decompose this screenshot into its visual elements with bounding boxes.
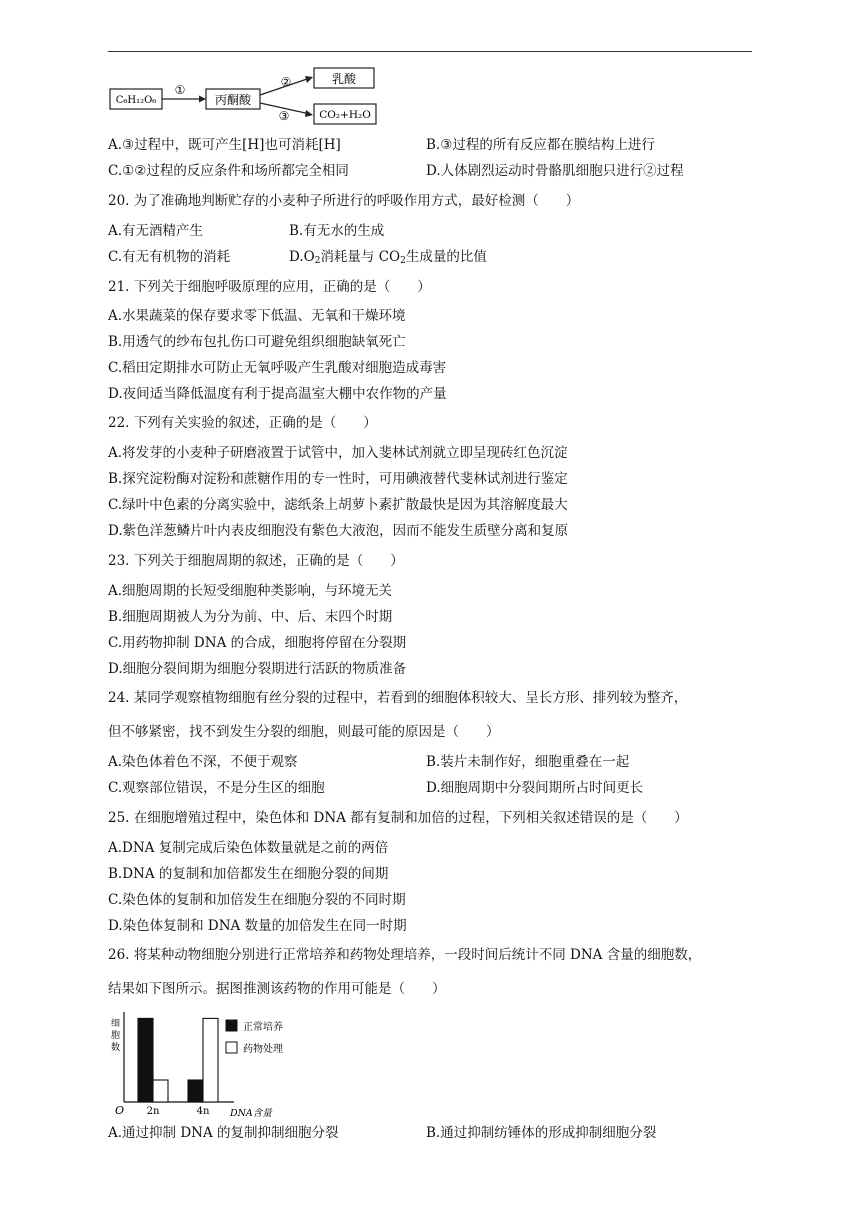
q23-option-b[interactable]: B.细胞周期被人为分为前、中、后、末四个时期 xyxy=(108,609,393,625)
q25-option-c[interactable]: C.染色体的复制和加倍发生在细胞分裂的不同时期 xyxy=(108,892,406,908)
q20-option-c[interactable]: C.有无有机物的消耗 xyxy=(108,249,231,265)
q19-option-d[interactable]: D.人体剧烈运动时骨骼肌细胞只进行②过程 xyxy=(426,163,684,179)
co2-label: CO₂+H₂O xyxy=(319,109,371,121)
q24-stem-line-2: 但不够紧密，找不到发生分裂的细胞，则最可能的原因是（ ） xyxy=(108,724,500,740)
pyruvate-label: 丙酮酸 xyxy=(214,93,252,107)
q25-option-d[interactable]: D.染色体复制和 DNA 数量的加倍发生在同一时期 xyxy=(108,918,407,934)
q21-option-d[interactable]: D.夜间适当降低温度有利于提高温室大棚中农作物的产量 xyxy=(108,386,447,402)
dna-content-chart xyxy=(108,1008,308,1120)
step-2-label: ② xyxy=(280,75,292,89)
q26-option-b[interactable]: B.通过抑制纺锤体的形成抑制细胞分裂 xyxy=(426,1125,657,1141)
q25-option-a[interactable]: A.DNA 复制完成后染色体数量就是之前的两倍 xyxy=(108,840,389,856)
q22-stem: 22. 下列有关实验的叙述，正确的是（ ） xyxy=(108,415,377,431)
q20-option-d[interactable] xyxy=(289,247,487,271)
q23-option-d[interactable]: D.细胞分裂间期为细胞分裂期进行活跃的物质准备 xyxy=(108,661,407,677)
y-axis-label-1: 细 xyxy=(111,1019,121,1029)
q24-option-d[interactable]: D.细胞周期中分裂间期所占时间更长 xyxy=(426,780,644,796)
bar-2n-series-1 xyxy=(153,1080,168,1102)
q23-stem: 23. 下列关于细胞周期的叙述，正确的是（ ） xyxy=(108,553,404,569)
glucose-label: C₆H₁₂O₆ xyxy=(115,95,157,106)
x-tick-4n: 4n xyxy=(196,1106,210,1117)
q26-option-a[interactable]: A.通过抑制 DNA 的复制抑制细胞分裂 xyxy=(108,1125,339,1141)
y-axis-label-2: 胞 xyxy=(111,1031,121,1041)
q19-option-c[interactable]: C.①②过程的反应条件和场所都完全相同 xyxy=(108,163,349,179)
q20-d-mid: 消耗量与 CO xyxy=(320,249,401,265)
q20-option-a[interactable]: A.有无酒精产生 xyxy=(108,223,204,239)
q24-option-c[interactable]: C.观察部位错误，不是分生区的细胞 xyxy=(108,780,325,796)
legend-label-0: 正常培养 xyxy=(243,1022,283,1033)
lactic-label: 乳酸 xyxy=(331,72,357,86)
q21-option-b[interactable]: B.用透气的纱布包扎伤口可避免组织细胞缺氧死亡 xyxy=(108,334,406,350)
q19-option-a[interactable]: A.③过程中，既可产生[H]也可消耗[H] xyxy=(108,137,341,153)
bar-4n-series-1 xyxy=(203,1018,218,1102)
q26-stem-line-2: 结果如下图所示。据图推测该药物的作用可能是（ ） xyxy=(108,981,446,997)
x-tick-2n: 2n xyxy=(146,1106,160,1117)
q25-option-b[interactable]: B.DNA 的复制和加倍都发生在细胞分裂的间期 xyxy=(108,866,389,882)
q20-option-b[interactable]: B.有无水的生成 xyxy=(289,223,385,239)
q22-option-d[interactable]: D.紫色洋葱鳞片叶内表皮细胞没有紫色大液泡，因而不能发生质壁分离和复原 xyxy=(108,523,569,539)
q26-stem-line-1: 26. 将某种动物细胞分别进行正常培养和药物处理培养，一段时间后统计不同 DNA 含量的细胞数， xyxy=(108,947,702,963)
q22-option-c[interactable]: C.绿叶中色素的分离实验中，滤纸条上胡萝卜素扩散最快是因为其溶解度最大 xyxy=(108,497,568,513)
q20-stem: 20. 为了准确地判断贮存的小麦种子所进行的呼吸作用方式，最好检测（ ） xyxy=(108,193,580,209)
q25-stem: 25. 在细胞增殖过程中，染色体和 DNA 都有复制和加倍的过程，下列相关叙述错误的是（ ） xyxy=(108,810,688,826)
q23-option-c[interactable]: C.用药物抑制 DNA 的合成，细胞将停留在分裂期 xyxy=(108,635,407,651)
q23-option-a[interactable]: A.细胞周期的长短受细胞种类影响，与环境无关 xyxy=(108,583,393,599)
q20-d-sub2: 2 xyxy=(400,256,406,266)
legend-label-1: 药物处理 xyxy=(243,1044,283,1055)
q20-d-sub1: 2 xyxy=(314,256,321,266)
q19-option-b[interactable]: B.③过程的所有反应都在膜结构上进行 xyxy=(426,137,655,153)
step-3-label: ③ xyxy=(278,109,290,123)
q21-option-c[interactable]: C.稻田定期排水可防止无氧呼吸产生乳酸对细胞造成毒害 xyxy=(108,360,447,376)
q20-d-post: 生成量的比值 xyxy=(405,249,487,265)
bar-4n-series-0 xyxy=(188,1080,203,1102)
step-1-label: ① xyxy=(174,83,186,97)
bar-2n-series-0 xyxy=(138,1018,153,1102)
q21-option-a[interactable]: A.水果蔬菜的保存要求零下低温、无氧和干燥环境 xyxy=(108,308,406,324)
q22-option-a[interactable]: A.将发芽的小麦种子研磨液置于试管中，加入斐林试剂就立即呈现砖红色沉淀 xyxy=(108,445,568,461)
x-axis-label: DNA含量 xyxy=(230,1108,272,1119)
legend-swatch-0 xyxy=(226,1020,237,1031)
header-rule xyxy=(108,51,752,52)
respiration-diagram xyxy=(108,64,408,128)
q22-option-b[interactable]: B.探究淀粉酶对淀粉和蔗糖作用的专一性时，可用碘液替代斐林试剂进行鉴定 xyxy=(108,471,568,487)
origin-label: O xyxy=(115,1104,125,1117)
legend-swatch-1 xyxy=(226,1042,237,1053)
q24-option-a[interactable]: A.染色体着色不深，不便于观察 xyxy=(108,754,298,770)
q24-stem-line-1: 24. 某同学观察植物细胞有丝分裂的过程中，若看到的细胞体积较大、呈长方形、排列较为整齐， xyxy=(108,690,688,706)
q21-stem: 21. 下列关于细胞呼吸原理的应用，正确的是（ ） xyxy=(108,279,431,295)
y-axis-label-3: 数 xyxy=(111,1043,121,1053)
q24-option-b[interactable]: B.装片未制作好，细胞重叠在一起 xyxy=(426,754,630,770)
q20-d-pre: D.O xyxy=(289,249,315,265)
